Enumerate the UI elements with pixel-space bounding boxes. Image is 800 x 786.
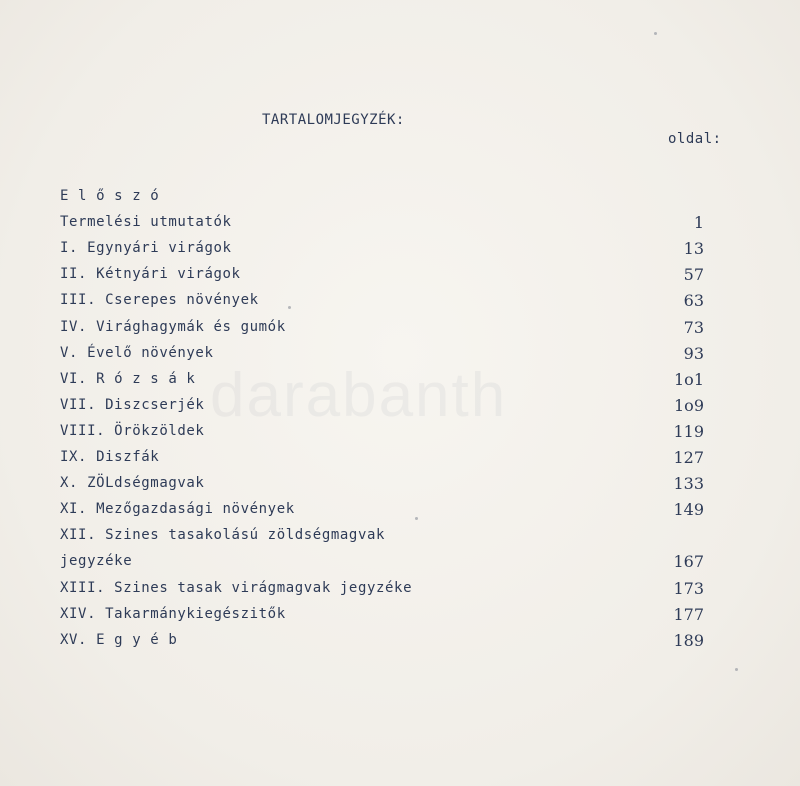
toc-entry-page: 57 — [683, 265, 704, 284]
toc-entry-page: 167 — [673, 552, 704, 571]
paper-speck — [654, 32, 657, 35]
toc-entry-page: 1o9 — [674, 396, 704, 415]
toc-entry-label: E l ő s z ó — [60, 188, 160, 204]
paper-speck — [735, 668, 738, 671]
toc-entry-page: 63 — [683, 291, 704, 310]
toc-entry-page: 93 — [683, 344, 704, 363]
toc-entry-label: XII. Szines tasakolású zöldségmagvak — [60, 527, 386, 543]
toc-entry-label: jegyzéke — [60, 553, 133, 569]
toc-entry-page: 133 — [673, 474, 704, 493]
toc-entry-label: VI. R ó z s á k — [60, 371, 196, 387]
toc-entry-label: II. Kétnyári virágok — [60, 266, 241, 282]
toc-title: TARTALOMJEGYZÉK: — [262, 112, 405, 128]
page-column-header: oldal: — [668, 131, 722, 147]
toc-entry-page: 13 — [683, 239, 704, 258]
toc-entry-page: 189 — [673, 631, 704, 650]
toc-entry-label: VII. Diszcserjék — [60, 397, 205, 413]
toc-entry-page: 177 — [673, 605, 704, 624]
toc-entry-label: XI. Mezőgazdasági növények — [60, 501, 295, 517]
toc-entry-page: 173 — [673, 579, 704, 598]
toc-entry-label: IV. Virághagymák és gumók — [60, 319, 286, 335]
paper-speck — [415, 517, 418, 520]
toc-entry-page: 149 — [673, 500, 704, 519]
paper-speck — [288, 306, 291, 309]
toc-entry-label: I. Egynyári virágok — [60, 240, 232, 256]
toc-entry-label: XIV. Takarmánykiegészitők — [60, 606, 286, 622]
toc-entry-page: 73 — [683, 318, 704, 337]
watermark: darabanth — [210, 361, 508, 430]
toc-entry-label: IX. Diszfák — [60, 449, 160, 465]
toc-entry-page: 1o1 — [674, 370, 704, 389]
toc-entry-label: III. Cserepes növények — [60, 292, 259, 308]
toc-entry-page: 119 — [673, 422, 704, 441]
toc-entry-label: XV. E g y é b — [60, 632, 178, 648]
toc-entry-page: 127 — [673, 448, 704, 467]
toc-entry-label: Termelési utmutatók — [60, 214, 232, 230]
toc-entry-label: VIII. Örökzöldek — [60, 423, 205, 439]
toc-entry-page: 1 — [693, 213, 704, 232]
toc-entry-label: V. Évelő növények — [60, 345, 214, 361]
toc-entry-label: X. ZÖLdségmagvak — [60, 475, 205, 491]
toc-entry-label: XIII. Szines tasak virágmagvak jegyzéke — [60, 580, 413, 596]
